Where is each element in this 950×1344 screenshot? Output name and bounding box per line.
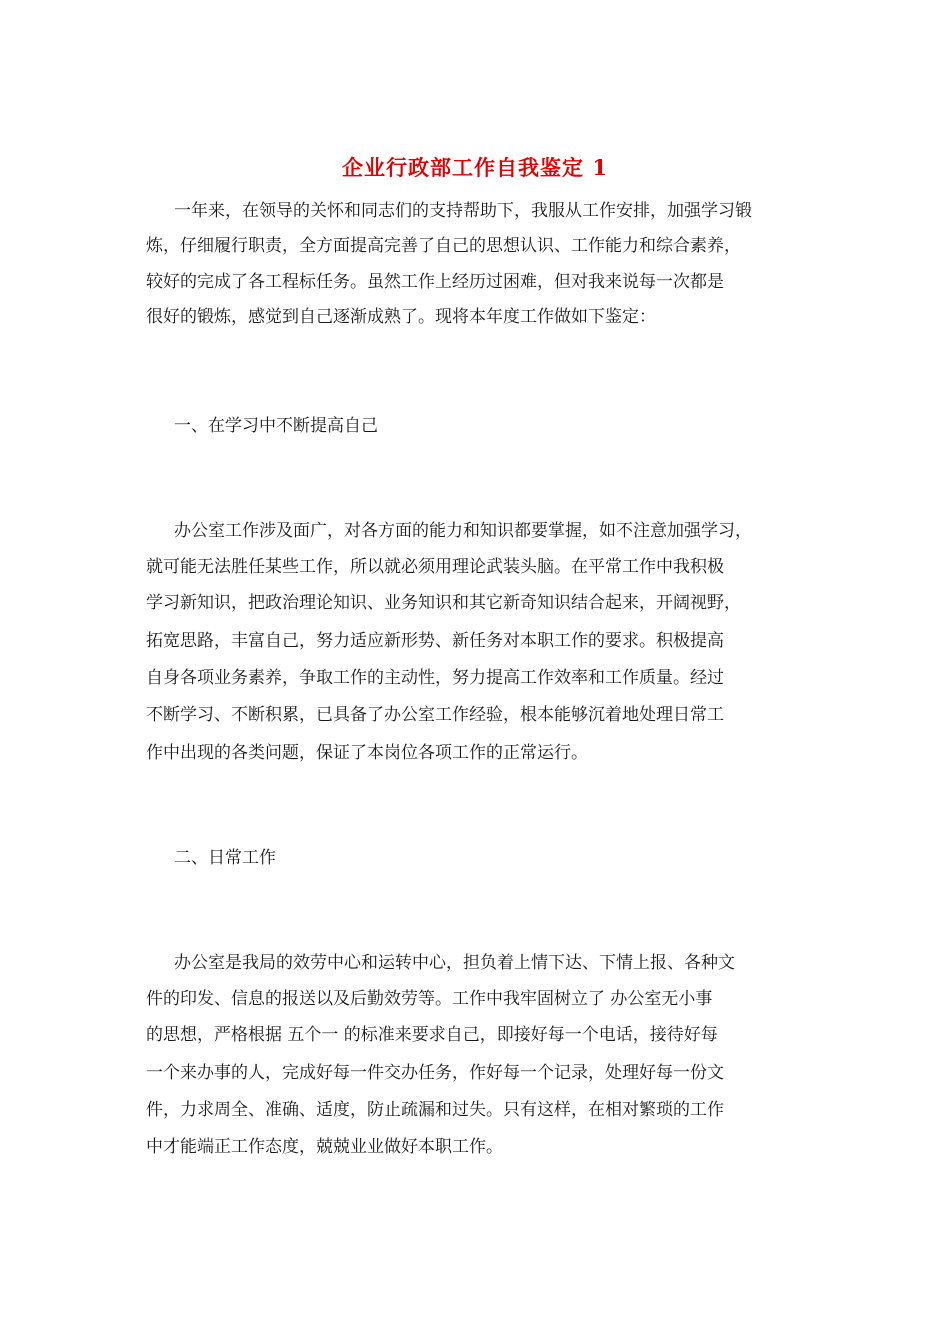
section1-line: 就可能无法胜任某些工作，所以就必须用理论武装头脑。在平常工作中我积极 xyxy=(146,557,724,577)
section2-line: 办公室是我局的效劳中心和运转中心，担负着上情下达、下情上报、各种文 xyxy=(174,953,735,973)
section1-line: 办公室工作涉及面广，对各方面的能力和知识都要掌握，如不注意加强学习， xyxy=(174,521,752,541)
section-heading: 一、在学习中不断提高自己 xyxy=(174,416,378,436)
intro-line: 炼，仔细履行职责，全方面提高完善了自己的思想认识、工作能力和综合素养， xyxy=(146,236,741,256)
section1-line: 学习新知识，把政治理论知识、业务知识和其它新奇知识结合起来，开阔视野， xyxy=(146,593,741,613)
section2-line: 一个来办事的人，完成好每一件交办任务，作好每一个记录，处理好每一份文 xyxy=(146,1063,724,1083)
intro-line: 较好的完成了各工程标任务。虽然工作上经历过困难，但对我来说每一次都是 xyxy=(146,272,724,292)
section1-line: 拓宽思路，丰富自己，努力适应新形势、新任务对本职工作的要求。积极提高 xyxy=(146,631,724,651)
section1-line: 不断学习、不断积累，已具备了办公室工作经验，根本能够沉着地处理日常工 xyxy=(146,705,724,725)
section2-line: 中才能端正工作态度，兢兢业业做好本职工作。 xyxy=(146,1137,503,1157)
intro-line: 一年来，在领导的关怀和同志们的支持帮助下，我服从工作安排，加强学习锻 xyxy=(174,201,752,221)
section1-line: 自身各项业务素养，争取工作的主动性，努力提高工作效率和工作质量。经过 xyxy=(146,668,724,688)
section2-line: 件，力求周全、准确、适度，防止疏漏和过失。只有这样，在相对繁琐的工作 xyxy=(146,1100,724,1120)
section1-line: 作中出现的各类问题，保证了本岗位各项工作的正常运行。 xyxy=(146,743,588,763)
section-heading: 二、日常工作 xyxy=(174,848,276,868)
document-title: 企业行政部工作自我鉴定 1 xyxy=(342,155,608,180)
section2-line: 件的印发、信息的报送以及后勤效劳等。工作中我牢固树立了 办公室无小事 xyxy=(146,989,713,1009)
intro-line: 很好的锻炼，感觉到自己逐渐成熟了。现将本年度工作做如下鉴定： xyxy=(146,307,656,327)
section2-line: 的思想，严格根据 五个一 的标准来要求自己，即接好每一个电话，接待好每 xyxy=(146,1025,718,1045)
